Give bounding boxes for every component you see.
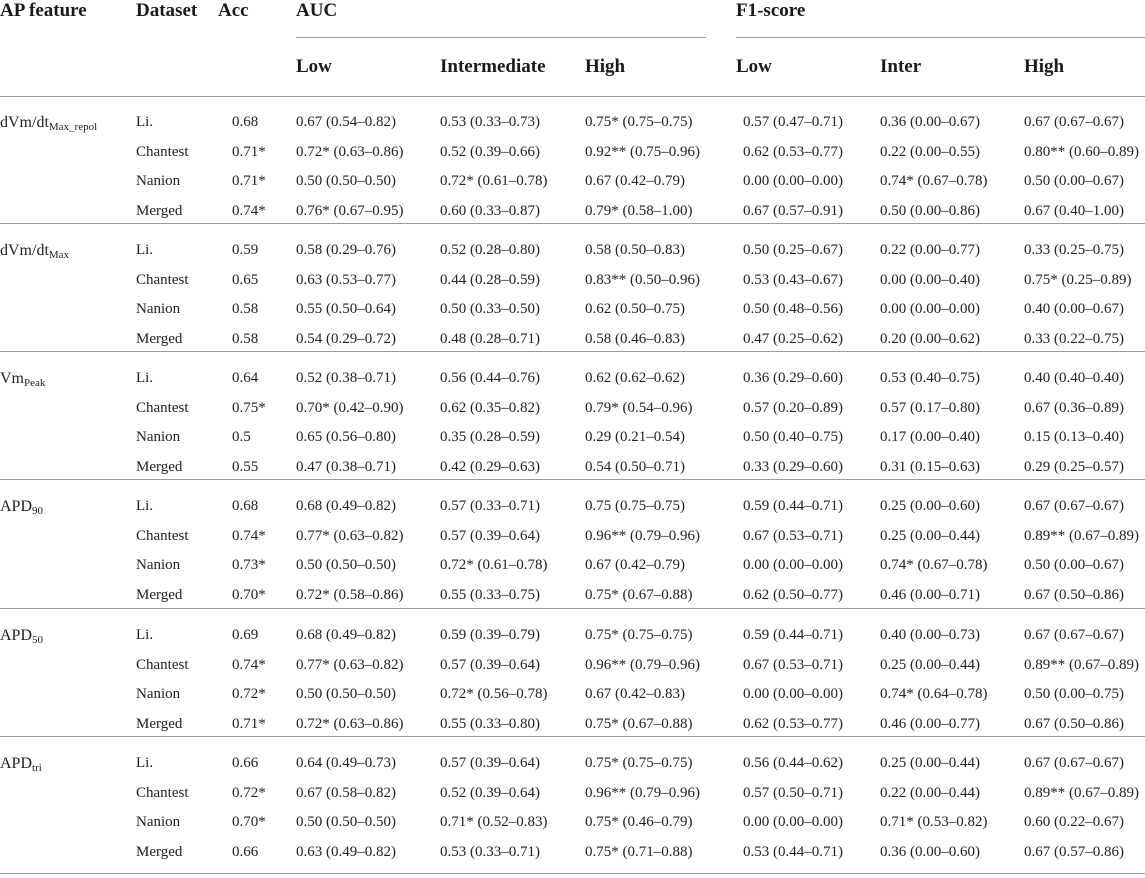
cell-acc: 0.58	[232, 330, 259, 347]
cell-auc-inter: 0.72* (0.56–0.78)	[440, 686, 548, 702]
cell-auc-inter: 0.62 (0.35–0.82)	[440, 399, 540, 416]
cell-auc-inter: 0.57 (0.39–0.64)	[440, 755, 540, 771]
cell-f1-inter: 0.25 (0.00–0.44)	[880, 656, 980, 673]
group-separator-rule	[0, 223, 1145, 224]
cell-dataset: Li.	[136, 498, 154, 514]
cell-auc-high: 0.54 (0.50–0.71)	[585, 458, 685, 475]
cell-f1-low: 0.62 (0.50–0.77)	[743, 586, 843, 603]
cell-auc-low: 0.67 (0.58–0.82)	[296, 784, 396, 801]
cell-acc: 0.71*	[232, 715, 266, 732]
cell-f1-low: 0.00 (0.00–0.00)	[743, 814, 843, 830]
cell-f1-high: 0.40 (0.00–0.67)	[1024, 301, 1124, 317]
cell-auc-low: 0.70* (0.42–0.90)	[296, 399, 404, 416]
cell-f1-low: 0.00 (0.00–0.00)	[743, 557, 843, 573]
feature-label	[0, 242, 69, 260]
cell-f1-high: 0.15 (0.13–0.40)	[1024, 429, 1124, 445]
cell-f1-low: 0.36 (0.29–0.60)	[743, 370, 843, 386]
cell-auc-inter: 0.44 (0.28–0.59)	[440, 271, 540, 288]
cell-acc: 0.74*	[232, 202, 266, 219]
cell-f1-inter: 0.25 (0.00–0.44)	[880, 755, 980, 771]
cell-dataset: Chantest	[136, 399, 189, 416]
cell-auc-inter: 0.57 (0.33–0.71)	[440, 498, 540, 514]
cell-f1-low: 0.56 (0.44–0.62)	[743, 755, 843, 771]
cell-f1-high: 0.67 (0.67–0.67)	[1024, 114, 1124, 130]
cell-acc: 0.68	[232, 114, 259, 130]
cell-f1-high: 0.67 (0.36–0.89)	[1024, 399, 1124, 416]
feature-subscript: Max	[48, 249, 70, 261]
cell-f1-low: 0.50 (0.25–0.67)	[743, 242, 843, 258]
cell-dataset: Li.	[136, 370, 154, 386]
cell-f1-high: 0.50 (0.00–0.67)	[1024, 173, 1124, 189]
cell-auc-low: 0.55 (0.50–0.64)	[296, 301, 396, 317]
cell-acc: 0.68	[232, 498, 259, 514]
cell-dataset: Nanion	[136, 557, 181, 573]
header-auc-low: Low	[296, 56, 332, 77]
cell-auc-low: 0.50 (0.50–0.50)	[296, 173, 396, 189]
cell-acc: 0.70*	[232, 586, 266, 603]
group-separator-rule	[0, 479, 1145, 480]
cell-auc-low: 0.50 (0.50–0.50)	[296, 686, 396, 702]
cell-auc-inter: 0.50 (0.33–0.50)	[440, 301, 540, 317]
feature-subscript: 90	[32, 505, 44, 517]
cell-auc-high: 0.75* (0.67–0.88)	[585, 586, 693, 603]
feature-label	[0, 627, 43, 645]
cell-f1-low: 0.53 (0.44–0.71)	[743, 843, 843, 860]
cell-dataset: Merged	[136, 330, 183, 347]
cell-f1-inter: 0.25 (0.00–0.60)	[880, 498, 980, 514]
cell-f1-inter: 0.74* (0.64–0.78)	[880, 686, 988, 702]
cell-auc-low: 0.65 (0.56–0.80)	[296, 429, 396, 445]
group-separator-rule	[0, 736, 1145, 737]
cell-auc-inter: 0.71* (0.52–0.83)	[440, 814, 548, 830]
header-f1-low: Low	[736, 56, 772, 77]
cell-auc-high: 0.75* (0.75–0.75)	[585, 114, 693, 130]
feature-subscript: Max_repol	[48, 121, 98, 133]
cell-auc-high: 0.79* (0.58–1.00)	[585, 202, 693, 219]
cell-auc-low: 0.50 (0.50–0.50)	[296, 814, 396, 830]
cell-f1-low: 0.00 (0.00–0.00)	[743, 686, 843, 702]
feature-name: dVm/dt	[0, 242, 49, 259]
cell-auc-low: 0.50 (0.50–0.50)	[296, 557, 396, 573]
cell-auc-inter: 0.59 (0.39–0.79)	[440, 627, 540, 643]
cell-auc-inter: 0.53 (0.33–0.71)	[440, 843, 540, 860]
header-dataset: Dataset	[136, 0, 198, 21]
group-separator-rule	[0, 873, 1145, 874]
cell-f1-high: 0.50 (0.00–0.75)	[1024, 686, 1124, 702]
cell-f1-inter: 0.71* (0.53–0.82)	[880, 814, 988, 830]
cell-auc-high: 0.75 (0.75–0.75)	[585, 498, 685, 514]
cell-dataset: Li.	[136, 755, 154, 771]
cell-auc-high: 0.96** (0.79–0.96)	[585, 527, 700, 544]
cell-auc-inter: 0.55 (0.33–0.80)	[440, 715, 540, 732]
auc-span-rule	[296, 37, 706, 38]
header-f1-score: F1-score	[736, 0, 806, 21]
cell-acc: 0.74*	[232, 656, 266, 673]
cell-auc-high: 0.67 (0.42–0.83)	[585, 686, 685, 702]
cell-f1-inter: 0.00 (0.00–0.00)	[880, 301, 980, 317]
feature-subscript: tri	[32, 762, 42, 774]
cell-f1-high: 0.33 (0.22–0.75)	[1024, 330, 1124, 347]
cell-acc: 0.55	[232, 458, 259, 475]
cell-f1-low: 0.33 (0.29–0.60)	[743, 458, 843, 475]
cell-f1-low: 0.67 (0.57–0.91)	[743, 202, 843, 219]
cell-acc: 0.58	[232, 301, 259, 317]
cell-dataset: Chantest	[136, 527, 189, 544]
cell-acc: 0.71*	[232, 173, 266, 189]
cell-auc-low: 0.77* (0.63–0.82)	[296, 656, 404, 673]
cell-dataset: Nanion	[136, 429, 181, 445]
cell-f1-high: 0.67 (0.67–0.67)	[1024, 755, 1124, 771]
cell-auc-high: 0.62 (0.62–0.62)	[585, 370, 685, 386]
cell-f1-inter: 0.36 (0.00–0.60)	[880, 843, 980, 860]
feature-name: dVm/dt	[0, 114, 49, 131]
cell-f1-inter: 0.53 (0.40–0.75)	[880, 370, 980, 386]
cell-f1-high: 0.67 (0.50–0.86)	[1024, 586, 1124, 603]
cell-dataset: Chantest	[136, 656, 189, 673]
cell-dataset: Nanion	[136, 301, 181, 317]
cell-f1-high: 0.67 (0.50–0.86)	[1024, 715, 1124, 732]
cell-auc-high: 0.96** (0.79–0.96)	[585, 784, 700, 801]
feature-subscript: 50	[32, 634, 44, 646]
cell-acc: 0.65	[232, 271, 259, 288]
cell-f1-high: 0.29 (0.25–0.57)	[1024, 458, 1124, 475]
cell-f1-inter: 0.40 (0.00–0.73)	[880, 627, 980, 643]
cell-acc: 0.72*	[232, 686, 266, 702]
cell-dataset: Nanion	[136, 173, 181, 189]
cell-dataset: Chantest	[136, 271, 189, 288]
header-auc-intermediate: Intermediate	[440, 56, 546, 77]
cell-auc-inter: 0.72* (0.61–0.78)	[440, 173, 548, 189]
cell-f1-low: 0.57 (0.47–0.71)	[743, 114, 843, 130]
cell-auc-low: 0.72* (0.63–0.86)	[296, 715, 404, 732]
cell-f1-low: 0.57 (0.50–0.71)	[743, 784, 843, 801]
cell-acc: 0.5	[232, 429, 251, 445]
cell-f1-high: 0.67 (0.57–0.86)	[1024, 843, 1124, 860]
cell-auc-inter: 0.57 (0.39–0.64)	[440, 656, 540, 673]
cell-f1-low: 0.67 (0.53–0.71)	[743, 656, 843, 673]
cell-f1-low: 0.50 (0.48–0.56)	[743, 301, 843, 317]
cell-auc-inter: 0.52 (0.39–0.66)	[440, 143, 540, 160]
cell-f1-low: 0.50 (0.40–0.75)	[743, 429, 843, 445]
cell-auc-low: 0.76* (0.67–0.95)	[296, 202, 404, 219]
cell-f1-low: 0.53 (0.43–0.67)	[743, 271, 843, 288]
cell-auc-inter: 0.56 (0.44–0.76)	[440, 370, 540, 386]
cell-f1-high: 0.89** (0.67–0.89)	[1024, 784, 1139, 801]
cell-dataset: Li.	[136, 242, 154, 258]
cell-auc-low: 0.72* (0.58–0.86)	[296, 586, 404, 603]
cell-auc-low: 0.64 (0.49–0.73)	[296, 755, 396, 771]
cell-f1-inter: 0.50 (0.00–0.86)	[880, 202, 980, 219]
cell-dataset: Li.	[136, 627, 154, 643]
cell-f1-low: 0.67 (0.53–0.71)	[743, 527, 843, 544]
cell-f1-inter: 0.74* (0.67–0.78)	[880, 557, 988, 573]
cell-acc: 0.66	[232, 843, 259, 860]
cell-auc-high: 0.29 (0.21–0.54)	[585, 429, 685, 445]
cell-f1-low: 0.00 (0.00–0.00)	[743, 173, 843, 189]
cell-f1-high: 0.67 (0.67–0.67)	[1024, 627, 1124, 643]
cell-acc: 0.72*	[232, 784, 266, 801]
cell-f1-low: 0.62 (0.53–0.77)	[743, 715, 843, 732]
cell-dataset: Nanion	[136, 686, 181, 702]
cell-acc: 0.66	[232, 755, 259, 771]
cell-acc: 0.73*	[232, 557, 266, 573]
cell-f1-high: 0.40 (0.40–0.40)	[1024, 370, 1124, 386]
cell-auc-inter: 0.52 (0.28–0.80)	[440, 242, 540, 258]
cell-f1-inter: 0.74* (0.67–0.78)	[880, 173, 988, 189]
cell-acc: 0.69	[232, 627, 259, 643]
cell-auc-high: 0.75* (0.71–0.88)	[585, 843, 693, 860]
cell-dataset: Merged	[136, 586, 183, 603]
cell-f1-high: 0.67 (0.67–0.67)	[1024, 498, 1124, 514]
cell-acc: 0.59	[232, 242, 259, 258]
cell-auc-high: 0.75* (0.75–0.75)	[585, 755, 693, 771]
cell-dataset: Li.	[136, 114, 154, 130]
cell-dataset: Chantest	[136, 143, 189, 160]
cell-f1-high: 0.89** (0.67–0.89)	[1024, 656, 1139, 673]
cell-acc: 0.70*	[232, 814, 266, 830]
feature-name: APD	[0, 755, 33, 772]
feature-subscript: Peak	[24, 377, 46, 389]
cell-f1-inter: 0.22 (0.00–0.55)	[880, 143, 980, 160]
cell-f1-inter: 0.46 (0.00–0.71)	[880, 586, 980, 603]
cell-auc-high: 0.62 (0.50–0.75)	[585, 301, 685, 317]
cell-f1-high: 0.75* (0.25–0.89)	[1024, 271, 1132, 288]
group-separator-rule	[0, 608, 1145, 609]
cell-auc-high: 0.67 (0.42–0.79)	[585, 557, 685, 573]
cell-auc-low: 0.68 (0.49–0.82)	[296, 627, 396, 643]
cell-f1-high: 0.89** (0.67–0.89)	[1024, 527, 1139, 544]
cell-auc-high: 0.75* (0.75–0.75)	[585, 627, 693, 643]
feature-label	[0, 370, 45, 388]
cell-auc-inter: 0.35 (0.28–0.59)	[440, 429, 540, 445]
cell-dataset: Merged	[136, 843, 183, 860]
cell-dataset: Merged	[136, 202, 183, 219]
header-f1-inter: Inter	[880, 56, 922, 77]
cell-auc-inter: 0.42 (0.29–0.63)	[440, 458, 540, 475]
cell-f1-low: 0.59 (0.44–0.71)	[743, 627, 843, 643]
cell-auc-low: 0.47 (0.38–0.71)	[296, 458, 396, 475]
cell-auc-low: 0.58 (0.29–0.76)	[296, 242, 396, 258]
cell-dataset: Chantest	[136, 784, 189, 801]
cell-acc: 0.64	[232, 370, 259, 386]
cell-auc-high: 0.83** (0.50–0.96)	[585, 271, 700, 288]
cell-auc-low: 0.77* (0.63–0.82)	[296, 527, 404, 544]
cell-acc: 0.74*	[232, 527, 266, 544]
cell-f1-inter: 0.57 (0.17–0.80)	[880, 399, 980, 416]
header-bottom-rule	[0, 96, 1145, 97]
cell-auc-high: 0.96** (0.79–0.96)	[585, 656, 700, 673]
header-auc-high: High	[585, 56, 626, 77]
cell-f1-high: 0.50 (0.00–0.67)	[1024, 557, 1124, 573]
cell-auc-low: 0.63 (0.49–0.82)	[296, 843, 396, 860]
cell-f1-low: 0.57 (0.20–0.89)	[743, 399, 843, 416]
cell-f1-high: 0.80** (0.60–0.89)	[1024, 143, 1139, 160]
cell-f1-high: 0.60 (0.22–0.67)	[1024, 814, 1124, 830]
cell-acc: 0.71*	[232, 143, 266, 160]
feature-label	[0, 755, 42, 773]
cell-auc-inter: 0.55 (0.33–0.75)	[440, 586, 540, 603]
cell-auc-low: 0.67 (0.54–0.82)	[296, 114, 396, 130]
cell-auc-low: 0.63 (0.53–0.77)	[296, 271, 396, 288]
feature-name: Vm	[0, 370, 24, 387]
cell-f1-inter: 0.20 (0.00–0.62)	[880, 330, 980, 347]
cell-f1-low: 0.47 (0.25–0.62)	[743, 330, 843, 347]
cell-auc-inter: 0.60 (0.33–0.87)	[440, 202, 540, 219]
cell-f1-inter: 0.17 (0.00–0.40)	[880, 429, 980, 445]
cell-auc-inter: 0.53 (0.33–0.73)	[440, 114, 540, 130]
cell-f1-inter: 0.22 (0.00–0.77)	[880, 242, 980, 258]
cell-dataset: Merged	[136, 715, 183, 732]
cell-auc-high: 0.92** (0.75–0.96)	[585, 143, 700, 160]
cell-acc: 0.75*	[232, 399, 266, 416]
cell-f1-inter: 0.46 (0.00–0.77)	[880, 715, 980, 732]
cell-auc-inter: 0.57 (0.39–0.64)	[440, 527, 540, 544]
cell-f1-inter: 0.22 (0.00–0.44)	[880, 784, 980, 801]
header-auc: AUC	[296, 0, 338, 21]
cell-f1-low: 0.62 (0.53–0.77)	[743, 143, 843, 160]
cell-auc-low: 0.54 (0.29–0.72)	[296, 330, 396, 347]
cell-f1-inter: 0.31 (0.15–0.63)	[880, 458, 980, 475]
cell-auc-high: 0.75* (0.67–0.88)	[585, 715, 693, 732]
cell-f1-inter: 0.36 (0.00–0.67)	[880, 114, 980, 130]
cell-f1-inter: 0.25 (0.00–0.44)	[880, 527, 980, 544]
cell-f1-low: 0.59 (0.44–0.71)	[743, 498, 843, 514]
cell-auc-high: 0.79* (0.54–0.96)	[585, 399, 693, 416]
f1-span-rule	[736, 37, 1145, 38]
cell-auc-low: 0.72* (0.63–0.86)	[296, 143, 404, 160]
cell-f1-high: 0.67 (0.40–1.00)	[1024, 202, 1124, 219]
cell-auc-low: 0.52 (0.38–0.71)	[296, 370, 396, 386]
cell-dataset: Nanion	[136, 814, 181, 830]
header-f1-high: High	[1024, 56, 1065, 77]
cell-auc-high: 0.58 (0.46–0.83)	[585, 330, 685, 347]
cell-auc-inter: 0.48 (0.28–0.71)	[440, 330, 540, 347]
group-separator-rule	[0, 351, 1145, 352]
cell-auc-inter: 0.72* (0.61–0.78)	[440, 557, 548, 573]
cell-f1-inter: 0.00 (0.00–0.40)	[880, 271, 980, 288]
cell-auc-low: 0.68 (0.49–0.82)	[296, 498, 396, 514]
cell-f1-high: 0.33 (0.25–0.75)	[1024, 242, 1124, 258]
cell-auc-high: 0.67 (0.42–0.79)	[585, 173, 685, 189]
feature-name: APD	[0, 498, 33, 515]
feature-label	[0, 498, 43, 516]
feature-label	[0, 114, 97, 132]
cell-dataset: Merged	[136, 458, 183, 475]
header-ap-feature: AP feature	[0, 0, 87, 21]
cell-auc-high: 0.75* (0.46–0.79)	[585, 814, 693, 830]
feature-name: APD	[0, 627, 33, 644]
cell-auc-inter: 0.52 (0.39–0.64)	[440, 784, 540, 801]
header-acc: Acc	[218, 0, 249, 21]
cell-auc-high: 0.58 (0.50–0.83)	[585, 242, 685, 258]
